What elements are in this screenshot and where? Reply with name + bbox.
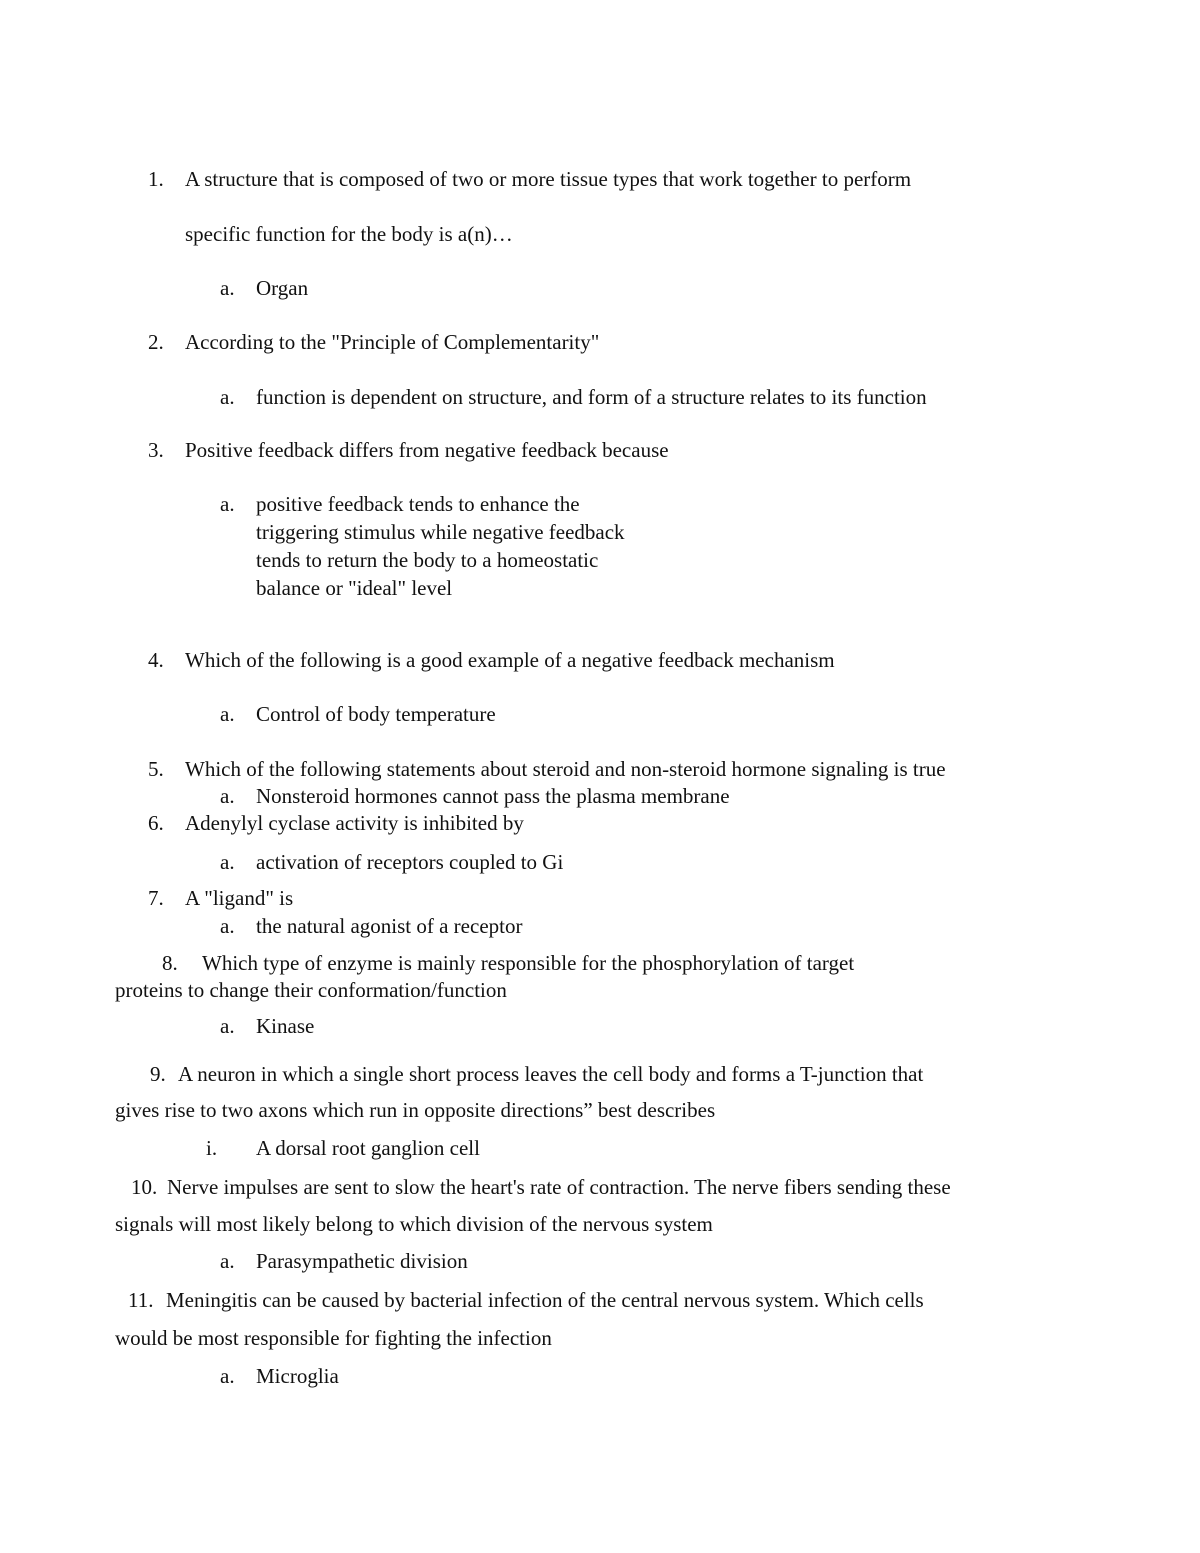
answer-text: Parasympathetic division: [256, 1249, 468, 1273]
answer-marker: a.: [220, 1364, 235, 1388]
question-text: Adenylyl cyclase activity is inhibited by: [185, 811, 524, 835]
question-text: A neuron in which a single short process leaves the cell body and forms a T-junction that: [178, 1062, 924, 1086]
question-text: Meningitis can be caused by bacterial infection of the central nervous system. Which cells: [166, 1288, 924, 1312]
question-text: Which of the following statements about steroid and non-steroid hormone signaling is true: [185, 757, 946, 781]
answer-text: Control of body temperature: [256, 702, 496, 726]
answer-text: the natural agonist of a receptor: [256, 914, 523, 938]
question-number: 8.: [162, 951, 178, 975]
question-number: 9.: [150, 1062, 166, 1086]
question-text: Which of the following is a good example of a negative feedback mechanism: [185, 648, 835, 672]
question-text: Which type of enzyme is mainly responsible for the phosphorylation of target: [202, 951, 855, 975]
answer-text: Kinase: [256, 1014, 315, 1038]
answer-text: function is dependent on structure, and form of a structure relates to its function: [256, 385, 927, 409]
answer-marker: a.: [220, 385, 235, 409]
question-number: 10.: [131, 1175, 158, 1199]
answer-text-block: [256, 490, 625, 602]
answer-text: Organ: [256, 276, 309, 300]
answer-marker: i.: [206, 1136, 218, 1160]
question-text: gives rise to two axons which run in opposite directions” best describes: [115, 1098, 716, 1122]
answer-marker: a.: [220, 784, 235, 808]
answer-text: positive feedback tends to enhance the: [256, 492, 580, 516]
question-number: 5.: [148, 757, 164, 781]
question-number: 2.: [148, 330, 164, 354]
answer-text: activation of receptors coupled to Gi: [256, 850, 564, 874]
answer-text: balance or "ideal" level: [256, 576, 453, 600]
question-text: signals will most likely belong to which division of the nervous system: [115, 1212, 713, 1236]
answer-text: A dorsal root ganglion cell: [256, 1136, 480, 1160]
answer-text: tends to return the body to a homeostatic: [256, 548, 599, 572]
question-number: 6.: [148, 811, 164, 835]
question-number: 7.: [148, 886, 164, 910]
question-text: proteins to change their conformation/function: [115, 978, 507, 1002]
answer-marker: a.: [220, 702, 235, 726]
question-text: specific function for the body is a(n)…: [185, 222, 513, 246]
question-text: Nerve impulses are sent to slow the heart's rate of contraction. The nerve fibers sending these: [167, 1175, 951, 1199]
question-number: 3.: [148, 438, 164, 462]
answer-marker: a.: [220, 492, 235, 516]
question-text: would be most responsible for fighting the infection: [115, 1326, 552, 1350]
question-number: 4.: [148, 648, 164, 672]
answer-marker: a.: [220, 850, 235, 874]
answer-marker: a.: [220, 276, 235, 300]
question-text: According to the "Principle of Complementarity": [185, 330, 600, 354]
question-number: 1.: [148, 167, 164, 191]
answer-marker: a.: [220, 1014, 235, 1038]
answer-marker: a.: [220, 914, 235, 938]
answer-marker: a.: [220, 1249, 235, 1273]
answer-text: Nonsteroid hormones cannot pass the plasma membrane: [256, 784, 730, 808]
question-text: Positive feedback differs from negative feedback because: [185, 438, 669, 462]
answer-text: triggering stimulus while negative feedback: [256, 520, 625, 544]
question-number: 11.: [128, 1288, 154, 1312]
answer-text: Microglia: [256, 1364, 339, 1388]
question-text: A structure that is composed of two or more tissue types that work together to perform: [185, 167, 912, 191]
question-text: A "ligand" is: [185, 886, 294, 910]
